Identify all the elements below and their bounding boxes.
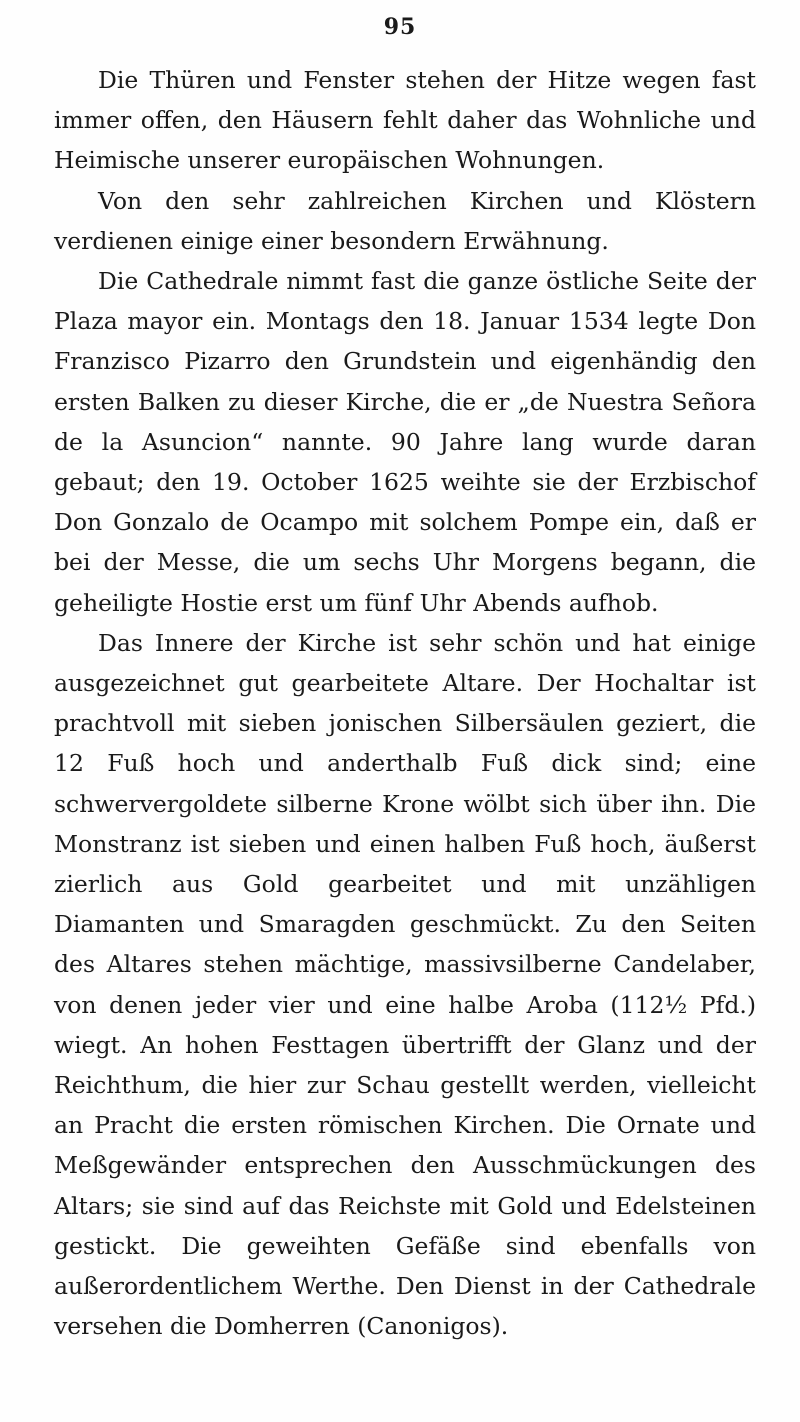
- paragraph: Das Innere der Kirche ist sehr schön und hat einige ausgezeichnet gut gearbeitete Altare. Der Hochaltar ist prachtvoll mit sieben jonischen Silbersäulen geziert, die 12 Fuß hoch und anderthalb Fuß dick sind; eine schwervergoldete silberne Krone wölbt sich über ihn. Die Monstranz ist sieben und einen halben Fuß hoch, äußerst zierlich aus Gold gearbeitet und mit unzähligen Diamanten und Smaragden geschmückt. Zu den Seiten des Altares stehen mächtige, massivsilberne Candelaber, von denen jeder vier und eine halbe Aroba (112½ Pfd.) wiegt. An hohen Festtagen übertrifft der Glanz und der Reichthum, die hier zur Schau gestellt werden, vielleicht an Pracht die ersten römischen Kirchen. Die Ornate und Meßgewänder entsprechen den Ausschmückungen des Altars; sie sind auf das Reichste mit Gold und Edelsteinen gestickt. Die geweihten Gefäße sind ebenfalls von außerordentlichem Werthe. Den Dienst in der Cathedrale versehen die Domherren (Canonigos).: [54, 628, 756, 1341]
- paragraph: Von den sehr zahlreichen Kirchen und Klöstern verdienen einige einer besondern Erwähnung.: [54, 186, 756, 255]
- paragraph: Die Thüren und Fenster stehen der Hitze wegen fast immer offen, den Häusern fehlt daher das Wohnliche und Heimische unserer europäischen Wohnungen.: [54, 66, 756, 175]
- page-number: 95: [383, 14, 417, 40]
- body-text: [54, 60, 756, 1347]
- paragraph: Die Cathedrale nimmt fast die ganze östliche Seite der Plaza mayor ein. Montags den 18. Januar 1534 legte Don Franzisco Pizarro den Grundstein und eigenhändig den ersten Balken zu dieser Kirche, die er „de Nuestra Señora de la Asuncion“ nannte. 90 Jahre lang wurde daran gebaut; den 19. October 1625 weihte sie der Erzbischof Don Gonzalo de Ocampo mit solchem Pompe ein, daß er bei der Messe, die um sechs Uhr Morgens begann, die geheiligte Hostie erst um fünf Uhr Abends aufhob.: [54, 267, 756, 617]
